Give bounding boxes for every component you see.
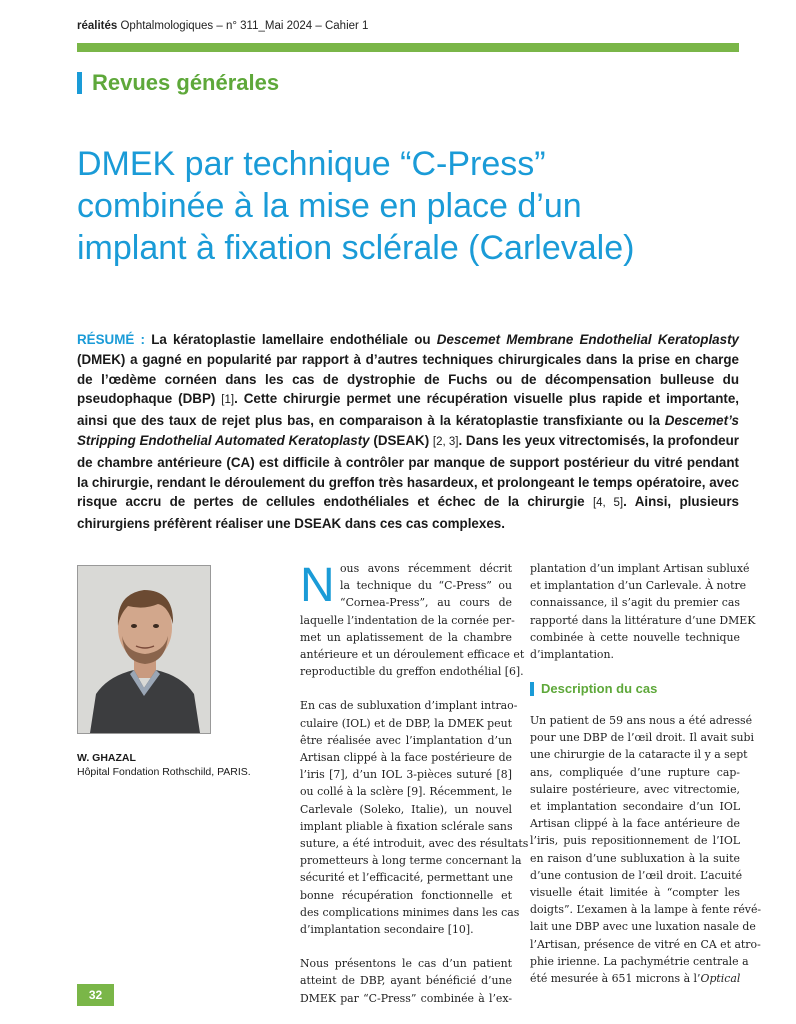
text-line: ous avons récemment décrit bbox=[340, 562, 512, 575]
subheading-marker bbox=[530, 682, 534, 696]
abstract-italic: Descemet’s Stripping Endothelial Automated Keratoplasty bbox=[77, 413, 739, 448]
abstract-text: . Ainsi, plusieurs chirurgiens préfèrent réaliser une DSEAK dans ces cas complexes. bbox=[77, 494, 740, 532]
text-column-right-cont bbox=[530, 712, 762, 987]
text-line: être réalisée avec l’implantation d’un bbox=[300, 733, 512, 747]
text-line: culaire (IOL) et de DBP, la DMEK peut bbox=[300, 716, 512, 730]
text-line: en raison d’une subluxation à la suite bbox=[530, 851, 740, 865]
drop-cap: N bbox=[300, 559, 335, 612]
text-line: connaissance, il s’agit du premier cas bbox=[530, 596, 740, 610]
title-line: implant à fixation sclérale (Carlevale) bbox=[77, 229, 635, 267]
abstract-text: La kératoplastie lamellaire endothéliale ou bbox=[144, 332, 437, 347]
text-line: doigts”. L’examen à la lampe à fente révé- bbox=[530, 903, 762, 917]
text-line: lait une DBP avec une luxation nasale de bbox=[530, 920, 756, 934]
abstract-italic: Descemet Membrane Endothelial Keratoplasty bbox=[436, 332, 739, 347]
text-line: une chirurgie de la cataracte il y a sept bbox=[530, 748, 748, 762]
text-line: “Cornea-Press”, au cours de bbox=[340, 596, 512, 610]
text-line: d’une contusion de l’œil droit. L’acuité bbox=[530, 868, 743, 882]
journal-issue: Ophtalmologiques – n° 311_Mai 2024 – Cahier 1 bbox=[120, 20, 369, 32]
text-line: plantation d’un implant Artisan subluxé bbox=[530, 562, 750, 575]
text-line: l’iris [7], d’un IOL 3-pièces suturé [8] bbox=[300, 768, 512, 782]
text-line: bonne récupération fonctionnelle et bbox=[300, 888, 512, 902]
text-line: Artisan clippé à la face antérieure de bbox=[530, 817, 740, 831]
text-line: sécurité et l’efficacité, permettant une bbox=[300, 871, 513, 885]
paragraph bbox=[300, 955, 512, 1007]
section-heading bbox=[77, 70, 279, 96]
text-line: atteint de DBP, ayant bénéficié d’une bbox=[300, 974, 512, 988]
text-line: d’implantation. bbox=[530, 648, 614, 662]
text-line: la technique du “C-Press” ou bbox=[340, 579, 512, 593]
abstract-label: RÉSUMÉ : bbox=[77, 332, 145, 347]
text-line: d’implantation secondaire [10]. bbox=[300, 923, 474, 937]
text-line: sulaire postérieure, avec vitrectomie, bbox=[530, 782, 740, 796]
text-column-right bbox=[530, 560, 756, 663]
text-line: Nous présentons le cas d’un patient bbox=[300, 957, 512, 971]
abstract-ref: [4, 5] bbox=[592, 497, 624, 510]
text-line: des complications minimes dans les cas bbox=[300, 905, 520, 919]
paragraph bbox=[530, 560, 756, 663]
text-line: rapporté dans la littérature d’une DMEK bbox=[530, 613, 756, 627]
page-number: 32 bbox=[77, 984, 114, 1006]
text-fragment: été mesurée à 651 microns à l’ bbox=[530, 972, 701, 986]
text-line: implant pliable à fixation sclérale sans bbox=[300, 819, 513, 833]
text-line: et implantation secondaire d’un IOL bbox=[530, 800, 740, 814]
abstract-text: . Cette chirurgie permet une récupération visuelle plus rapide et importante, ainsi que des taux de rejet plus bas, en comparaison à la kératoplastie transfixiante ou la bbox=[77, 391, 739, 429]
header-bar bbox=[77, 43, 739, 52]
text-line: antérieure et un déroulement efficace et bbox=[300, 648, 525, 662]
text-line bbox=[530, 970, 740, 987]
text-column-middle bbox=[300, 560, 529, 1007]
abstract-text: . Dans les yeux vitrectomisés, la profondeur de chambre antérieure (CA) est difficile à contrôler par manque de support postérieur du vitré pendant la chirurgie, rendant le déroulement du greffon très hasardeux, et prolongeant le temps opératoire, avec risque accru de pertes de cellules endothéliales et échec de la chirurgie bbox=[77, 432, 740, 510]
paragraph bbox=[300, 697, 529, 938]
abstract bbox=[77, 330, 739, 534]
text-line: et implantation d’un Carlevale. À notre bbox=[530, 579, 747, 593]
text-line: prometteurs à long terme concernant la bbox=[300, 854, 522, 868]
article-title bbox=[77, 143, 737, 269]
text-line: visuelle était limitée à “compter les bbox=[530, 886, 740, 900]
abstract-text: (DMEK) a gagné en popularité par rapport à d’autres techniques chirurgicales dans la prise en charge de l’œdème cornéen dans les cas de dystrophie de Fuchs ou de décompensation bulleuse du pseudophaque (DBP) bbox=[77, 351, 739, 407]
title-line: DMEK par technique “C-Press” bbox=[77, 145, 546, 183]
author-affiliation: Hôpital Fondation Rothschild, PARIS. bbox=[77, 766, 251, 778]
text-line: pour une DBP de l’œil droit. Il avait subi bbox=[530, 731, 754, 745]
text-line: reproductible du greffon endothélial [6]. bbox=[300, 665, 524, 679]
section-label: Revues générales bbox=[92, 70, 280, 95]
text-line: ou collé à la sclère [9]. Récemment, le bbox=[300, 785, 512, 799]
title-line: combinée à la mise en place d’un bbox=[77, 187, 582, 225]
text-line: suture, a été introduit, avec des résultats bbox=[300, 837, 529, 851]
text-line: laquelle l’indentation de la cornée per- bbox=[300, 613, 515, 627]
journal-brand: réalités bbox=[77, 20, 118, 32]
text-line: Carlevale (Soleko, Italie), un nouvel bbox=[300, 802, 512, 816]
text-line: combinée à cette nouvelle technique bbox=[530, 630, 740, 644]
subheading-label: Description du cas bbox=[541, 681, 658, 696]
abstract-ref: [1] bbox=[221, 394, 235, 407]
abstract-ref: [2, 3] bbox=[432, 435, 459, 448]
text-line: phie irienne. La pachymétrie centrale a bbox=[530, 954, 749, 968]
text-line: ans, compliquée d’une rupture cap- bbox=[530, 765, 740, 779]
author-photo bbox=[77, 565, 211, 734]
author-name: W. GHAZAL bbox=[77, 752, 136, 764]
text-line: Artisan clippé à la face postérieure de bbox=[300, 751, 512, 765]
paragraph bbox=[300, 560, 525, 680]
text-line: l’iris, puis repositionnement de l’IOL bbox=[530, 834, 740, 848]
subheading bbox=[530, 681, 657, 696]
abstract-text: (DSEAK) bbox=[369, 432, 433, 448]
text-line: Un patient de 59 ans nous a été adressé bbox=[530, 714, 753, 727]
text-line: met un aplatissement de la chambre bbox=[300, 630, 512, 644]
paragraph bbox=[530, 712, 762, 987]
author-portrait-image bbox=[78, 566, 210, 733]
text-line: l’Artisan, présence de vitré en CA et atro- bbox=[530, 937, 761, 951]
section-marker bbox=[77, 72, 82, 94]
text-line: DMEK par “C-Press” combinée à l’ex- bbox=[300, 991, 512, 1005]
italic-fragment: Optical bbox=[700, 972, 741, 986]
text-line: En cas de subluxation d’implant intrao- bbox=[300, 699, 518, 713]
journal-header bbox=[77, 20, 368, 32]
